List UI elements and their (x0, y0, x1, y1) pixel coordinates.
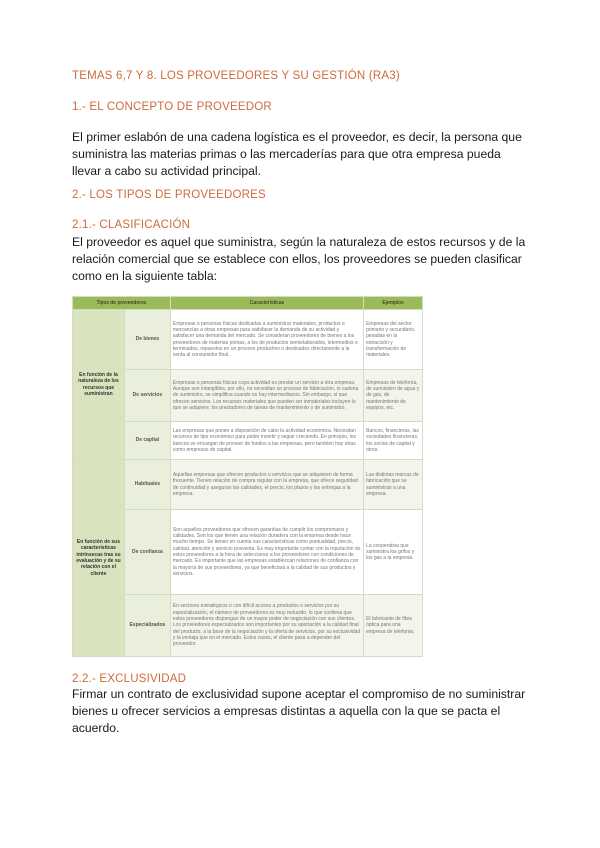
row-example: Empresas de telefonía, de suministro de agua y de gas, de mantenimiento de equipos, etc. (364, 370, 423, 422)
table-row (73, 310, 423, 370)
row-example: Empresas del sector primario y secundario, pesadas en la extracción y transformación de materiales. (364, 310, 423, 370)
section2-heading: 2.- LOS TIPOS DE PROVEEDORES (72, 189, 266, 201)
section3-subheading: 2.2.- EXCLUSIVIDAD (72, 673, 187, 685)
table-row (73, 370, 423, 422)
row-example: El fabricante de fibra óptica para una empresa de telefonía. (364, 595, 423, 657)
table-row (73, 510, 423, 595)
row-desc: Empresas o personas físicas cuya actividad es prestar un servicio a otra empresa. Aunque son intangibles, por ello, no necesitan un proceso de fabricación, ni cadena de suministro, se simplifica cuando no hay intermediarios. Sin embargo, sí que ofrecen servicios. Los recursos materiales que pueden ser inmateriales incluyen lo que se adquiere, los prestadores de tareas de mantenimiento o de suministro. (170, 370, 363, 422)
page-title: TEMAS 6,7 Y 8. LOS PROVEEDORES Y SU GESTIÓN (RA3) (72, 70, 400, 82)
group-label: En función de sus características intrínsecas tras su evaluación y de su relación con el cliente (73, 460, 125, 657)
section3-text: Firmar un contrato de exclusividad supone aceptar el compromiso de no suministrar bienes u ofrecer servicios a empresas distintas a aquella con la que se pacta el acuerdo. (72, 687, 526, 735)
row-desc: Aquellas empresas que ofrecen productos o servicios que se adquieren de forma frecuente. Tienen relación de compra regular con la empresa, que ofrece seguridad de continuidad y aseguran las calidades, el precio, los plazos y las entregas a la empresa. (170, 460, 363, 510)
row-desc: En sectores estratégicos o con difícil acceso a productos o servicios por su especialización, el número de proveedores es muy reducido, lo que conlleva que estos proveedores dispongan de un mayor poder de negociación con sus clientes. Los proveedores especializados son importantes por su aportación a la calidad final del producto, a la base de la negociación y la oferta de servicios, por su exclusividad y la ventaja que en el mercado. Estos casos, el cliente pasa a depender del proveedor. (170, 595, 363, 657)
header-types: Tipos de proveedores (73, 297, 171, 310)
row-type: De bienes (124, 310, 170, 370)
suppliers-table (72, 296, 423, 657)
row-desc: Las empresas que ponen a disposición de cabo la actividad económica. Necesitan recursos de tipo económico para poder invertir y seguir creciendo. En principio, los bancos se encargan de proveer de fondos a las empresas, pero también hay otras como empresas de capital. (170, 422, 363, 460)
section1-text: El primer eslabón de una cadena logística es el proveedor, es decir, la persona que suministra las materias primas o las mercaderías para que otra empresa pueda llevar a cabo su actividad principal. (72, 130, 522, 178)
row-type: De servicios (124, 370, 170, 422)
row-desc: Son aquellos proveedores que ofrecen garantías de cumplir los compromisos y calidades. Son los que tienen una relación duradera con la empresa desde hace mucho tiempo. Se tienen en cuenta sus características como puntualidad, precio, calidad, atención y servicio posventa. Es muy importante contar con la reputación de estos proveedores a la hora de seleccionar a los proveedores con condiciones de mercado. Es importante que las empresas establezcan relaciones de confianza con la mayoría de sus proveedores, ya que beneficiará a la calidad de sus productos y servicios. (170, 510, 363, 595)
row-type: Especializados (124, 595, 170, 657)
row-type: De confianza (124, 510, 170, 595)
table-row (73, 460, 423, 510)
table-row (73, 422, 423, 460)
header-features: Características (170, 297, 363, 310)
header-examples: Ejemplos (364, 297, 423, 310)
row-example: La cooperativa que suministra los grifos y los gas a la empresa. (364, 510, 423, 595)
section2-subheading: 2.1.- CLASIFICACIÓN (72, 219, 191, 231)
table-header-row (73, 297, 423, 310)
row-type: Habituales (124, 460, 170, 510)
row-example: Las distintas marcas de fabricación que se suministran a una empresa. (364, 460, 423, 510)
section2-text: El proveedor es aquel que suministra, según la naturaleza de estos recursos y de la relación comercial que se establece con ellos, los proveedores se pueden clasificar como en la siguiente tabla: (72, 235, 526, 283)
row-example: Bancos, financieras, las sociedades financieras, los socios de capital y otros. (364, 422, 423, 460)
table-row (73, 595, 423, 657)
section1-heading: 1.- EL CONCEPTO DE PROVEEDOR (72, 101, 272, 113)
row-type: De capital (124, 422, 170, 460)
group-label: En función de la naturaleza de los recursos que suministran (73, 310, 125, 460)
row-desc: Empresas o personas físicas dedicadas a suministrar materiales, productos o mercancías a otras empresas para satisfacer la demanda de su actividad y satisfacer una demanda del mercado. Se consideran proveedores de bienes a los proveedores de materias primas, a los de productos semielaborados, intermedios o terminados, repuestos en un proceso productivo o destinados directamente a la venta al consumidor final. (170, 310, 363, 370)
